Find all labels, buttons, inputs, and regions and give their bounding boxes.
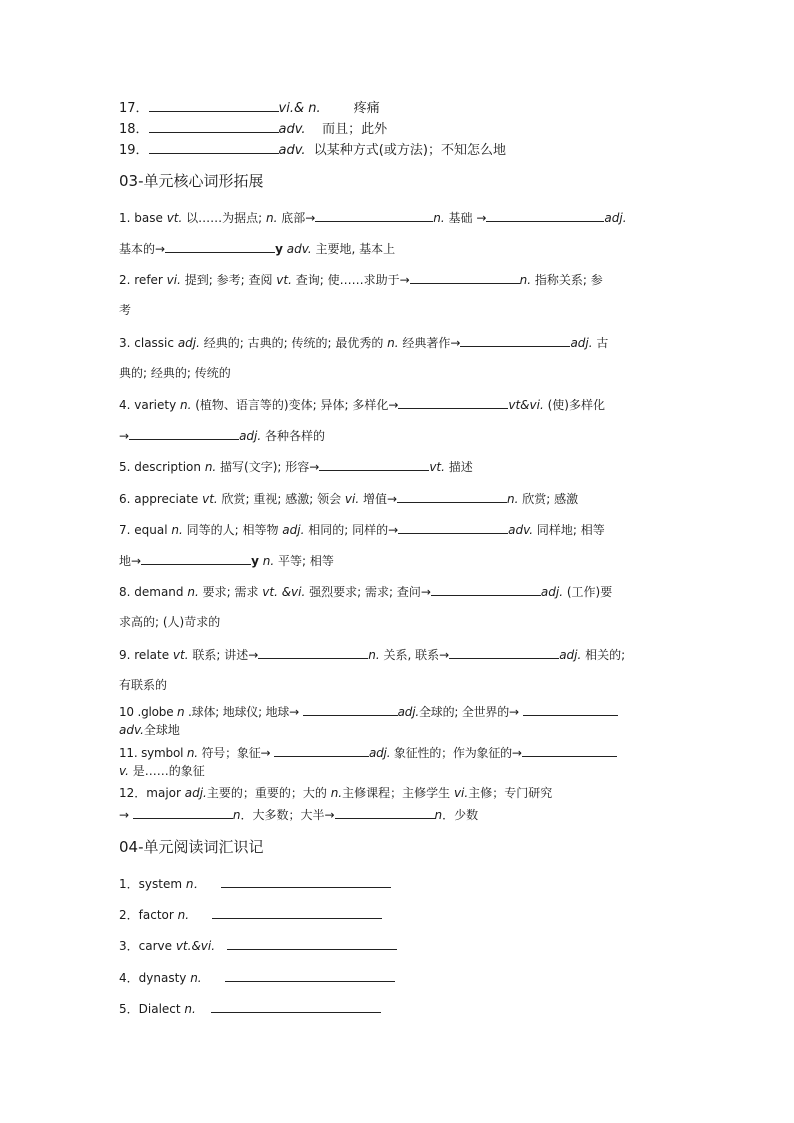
part-of-speech: vt. <box>202 492 218 506</box>
part-of-speech: n. <box>330 786 343 800</box>
part-of-speech: n. <box>177 908 190 922</box>
part-of-speech: n <box>232 808 241 822</box>
part-of-speech: n. <box>266 211 278 225</box>
answer-blank[interactable] <box>303 703 398 716</box>
answer-blank[interactable] <box>522 744 617 757</box>
item-meaning: 以某种方式(或方法)；不知怎么地 <box>313 143 506 158</box>
entry-3-line-2: 典的; 经典的; 传统的 <box>119 366 231 380</box>
entry-text: 象征性的；作为象征的→ <box>390 746 522 760</box>
entry-text: 各种各样的 <box>261 429 326 443</box>
entry-text: 欣赏; 感激 <box>518 492 579 506</box>
part-of-speech: n. <box>190 971 202 985</box>
answer-blank[interactable] <box>397 490 507 503</box>
reading-vocab-item-2 <box>119 906 382 923</box>
entry-text: 同等的人; 相等物 <box>182 523 283 537</box>
reading-vocab-item-5 <box>119 1000 381 1017</box>
part-of-speech: vt&vi. <box>508 398 544 412</box>
part-of-speech: adv. <box>278 122 306 137</box>
reading-vocab-item-1 <box>119 875 391 892</box>
entry-2-line-1 <box>119 271 603 288</box>
entry-text: (植物、语言等的)变体; 异体; 多样化→ <box>191 398 399 412</box>
answer-blank[interactable] <box>486 209 604 222</box>
part-of-speech: vt. <box>276 273 292 287</box>
answer-blank[interactable] <box>129 427 239 440</box>
answer-blank[interactable] <box>165 240 275 253</box>
part-of-speech: n. <box>507 492 519 506</box>
entry-text: 相同的; 同样的→ <box>304 523 399 537</box>
vocab-word: Dialect <box>138 1002 185 1016</box>
entry-2-line-2: 考 <box>119 303 132 317</box>
entry-text: 11. symbol <box>119 746 187 760</box>
entry-text: 4. variety <box>119 398 180 412</box>
entry-text: 10 .globe <box>119 705 178 719</box>
answer-blank[interactable] <box>149 120 279 133</box>
entry-text: → <box>119 808 133 822</box>
answer-blank[interactable] <box>221 875 391 888</box>
part-of-speech: adj. <box>397 705 419 719</box>
entry-12-line-1 <box>119 785 552 801</box>
entry-text: 关系, 联系→ <box>379 648 450 662</box>
entry-text: 古 <box>592 336 609 350</box>
part-of-speech: n. <box>180 398 192 412</box>
word-suffix: y <box>275 242 283 256</box>
entry-12-line-2 <box>119 806 478 823</box>
item-meaning: 而且；此外 <box>322 122 388 137</box>
answer-blank[interactable] <box>258 646 368 659</box>
entry-text: 12．major <box>119 786 185 800</box>
entry-text: 符号；象征→ <box>197 746 274 760</box>
part-of-speech: vt. <box>429 460 445 474</box>
answer-blank[interactable] <box>133 806 233 819</box>
answer-blank[interactable] <box>460 334 570 347</box>
part-of-speech: vi. <box>344 492 360 506</box>
entry-text: 同样地; 相等 <box>533 523 605 537</box>
vocab-item-18 <box>119 120 387 138</box>
part-of-speech: vt. <box>166 211 183 225</box>
entry-11-line-2 <box>119 763 205 779</box>
entry-text: 经典著作→ <box>398 336 461 350</box>
entry-11-line-1 <box>119 744 617 761</box>
entry-3-line-1 <box>119 334 608 351</box>
answer-blank[interactable] <box>398 521 508 534</box>
part-of-speech: vt. <box>172 648 189 662</box>
entry-text: 6. appreciate <box>119 492 203 506</box>
entry-9-line-2: 有联系的 <box>119 678 168 692</box>
entry-text: 全球地 <box>143 723 180 737</box>
part-of-speech: v. <box>119 764 129 778</box>
entry-text: 9. relate <box>119 648 173 662</box>
part-of-speech: adv. <box>119 723 144 737</box>
part-of-speech: adj. <box>559 648 582 662</box>
entry-text: 增值→ <box>359 492 398 506</box>
answer-blank[interactable] <box>398 396 508 409</box>
vocab-word: system <box>138 877 186 891</box>
entry-text: 描写(文字); 形容→ <box>216 460 320 474</box>
part-of-speech: n. <box>184 1002 196 1016</box>
entry-text: 7. equal <box>119 523 172 537</box>
vocab-word: dynasty <box>138 971 191 985</box>
entry-text: 欣赏; 重视; 感激; 领会 <box>217 492 345 506</box>
part-of-speech: adj. <box>604 211 627 225</box>
entry-text: 联系; 讲述→ <box>188 648 259 662</box>
entry-text: 描述 <box>444 460 473 474</box>
part-of-speech: vi. <box>166 273 181 287</box>
section-title-03: 03-单元核心词形拓展 <box>119 172 264 190</box>
item-number: 4． <box>119 971 139 985</box>
item-number: 1． <box>119 877 139 891</box>
entry-text: 提到; 参考; 查阅 <box>180 273 277 287</box>
entry-4-line-2 <box>119 427 325 444</box>
answer-blank[interactable] <box>335 806 435 819</box>
answer-blank[interactable] <box>523 703 618 716</box>
item-number: 18． <box>119 122 149 137</box>
reading-vocab-item-3 <box>119 937 397 954</box>
reading-vocab-item-4 <box>119 969 395 986</box>
item-meaning: 疼痛 <box>353 101 380 116</box>
part-of-speech: adv. <box>508 523 534 537</box>
part-of-speech: vt.&vi. <box>175 939 216 953</box>
entry-text: 以……为据点; <box>182 211 266 225</box>
entry-text: 底部→ <box>277 211 316 225</box>
entry-1-line-2 <box>119 240 395 257</box>
entry-text: 3. classic <box>119 336 178 350</box>
part-of-speech: n. <box>519 273 532 287</box>
answer-blank[interactable] <box>315 209 433 222</box>
entry-text: 经典的; 古典的; 传统的; 最优秀的 <box>199 336 388 350</box>
part-of-speech: adj. <box>239 429 262 443</box>
answer-blank[interactable] <box>225 969 395 982</box>
vocab-word: factor <box>138 908 178 922</box>
vocab-item-19 <box>119 141 506 159</box>
answer-blank[interactable] <box>211 1000 381 1013</box>
entry-text: 全球的; 全世界的→ <box>418 705 523 719</box>
part-of-speech: adj. <box>184 786 207 800</box>
part-of-speech: n. <box>368 648 380 662</box>
part-of-speech: n <box>434 808 443 822</box>
part-of-speech: vt. &vi. <box>262 585 306 599</box>
entry-7-line-1 <box>119 521 605 538</box>
answer-blank[interactable] <box>141 552 251 565</box>
entry-text: 5. description <box>119 460 205 474</box>
entry-text: 是……的象征 <box>128 764 205 778</box>
entry-10-line-2 <box>119 722 180 738</box>
part-of-speech: n. <box>433 211 445 225</box>
entry-text: 基础 → <box>444 211 487 225</box>
entry-text: 2. refer <box>119 273 167 287</box>
entry-text: 主修；专门研究 <box>468 786 553 800</box>
part-of-speech: adv. <box>278 143 306 158</box>
part-of-speech: n. <box>186 746 198 760</box>
word-suffix: y <box>251 554 259 568</box>
part-of-speech: vi. <box>453 786 469 800</box>
entry-6 <box>119 490 578 507</box>
part-of-speech: n. <box>262 554 275 568</box>
part-of-speech: n. <box>187 585 199 599</box>
entry-5 <box>119 458 473 475</box>
entry-text: 平等; 相等 <box>274 554 334 568</box>
vocab-word: carve <box>138 939 176 953</box>
part-of-speech: adj. <box>282 523 305 537</box>
answer-blank[interactable] <box>449 646 559 659</box>
entry-text: → <box>119 429 130 443</box>
answer-blank[interactable] <box>149 141 279 154</box>
entry-text: 指称关系; 参 <box>531 273 603 287</box>
entry-text: 8. demand <box>119 585 188 599</box>
part-of-speech: n. <box>171 523 183 537</box>
answer-blank[interactable] <box>227 937 397 950</box>
entry-text: 主要地, 基本上 <box>311 242 396 256</box>
entry-1-line-1 <box>119 209 627 226</box>
vocab-item-17 <box>119 99 380 117</box>
entry-text: ．少数 <box>442 808 479 822</box>
entry-text: 基本的→ <box>119 242 166 256</box>
entry-text: 地→ <box>119 554 142 568</box>
entry-text: .球体; 地球仪; 地球→ <box>184 705 303 719</box>
entry-4-line-1 <box>119 396 605 413</box>
answer-blank[interactable] <box>319 458 429 471</box>
part-of-speech: adj. <box>177 336 200 350</box>
item-number: 3． <box>119 939 139 953</box>
part-of-speech: vi.& n. <box>278 101 321 116</box>
entry-10-line-1 <box>119 703 618 720</box>
entry-7-line-2 <box>119 552 334 569</box>
item-number: 5． <box>119 1002 139 1016</box>
part-of-speech: n. <box>387 336 399 350</box>
part-of-speech: adj. <box>368 746 391 760</box>
entry-text: 强烈要求; 需求; 查问→ <box>305 585 431 599</box>
item-number: 19． <box>119 143 149 158</box>
part-of-speech: adj. <box>570 336 593 350</box>
entry-text: (使)多样化 <box>543 398 605 412</box>
answer-blank[interactable] <box>274 744 369 757</box>
answer-blank[interactable] <box>212 906 382 919</box>
item-number: 2． <box>119 908 139 922</box>
entry-text: 相关的; <box>581 648 626 662</box>
section-title-04: 04-单元阅读词汇识记 <box>119 838 264 856</box>
entry-8-line-2: 求高的; (人)苛求的 <box>119 615 221 629</box>
entry-text: 1. base <box>119 211 167 225</box>
entry-9-line-1 <box>119 646 625 663</box>
entry-text: 查询; 使……求助于→ <box>291 273 410 287</box>
entry-text: 要求; 需求 <box>198 585 263 599</box>
part-of-speech: adv. <box>286 242 312 256</box>
entry-text: 主要的；重要的；大的 <box>206 786 331 800</box>
answer-blank[interactable] <box>431 583 541 596</box>
entry-text: ．大多数；大半→ <box>240 808 335 822</box>
answer-blank[interactable] <box>149 99 279 112</box>
part-of-speech: adj. <box>540 585 564 599</box>
part-of-speech: n． <box>185 877 206 891</box>
item-number: 17． <box>119 101 149 116</box>
part-of-speech: n <box>177 705 185 719</box>
entry-8-line-1 <box>119 583 612 600</box>
entry-text: 主修课程；主修学生 <box>342 786 454 800</box>
answer-blank[interactable] <box>410 271 520 284</box>
part-of-speech: n. <box>204 460 217 474</box>
entry-text: (工作)要 <box>563 585 613 599</box>
